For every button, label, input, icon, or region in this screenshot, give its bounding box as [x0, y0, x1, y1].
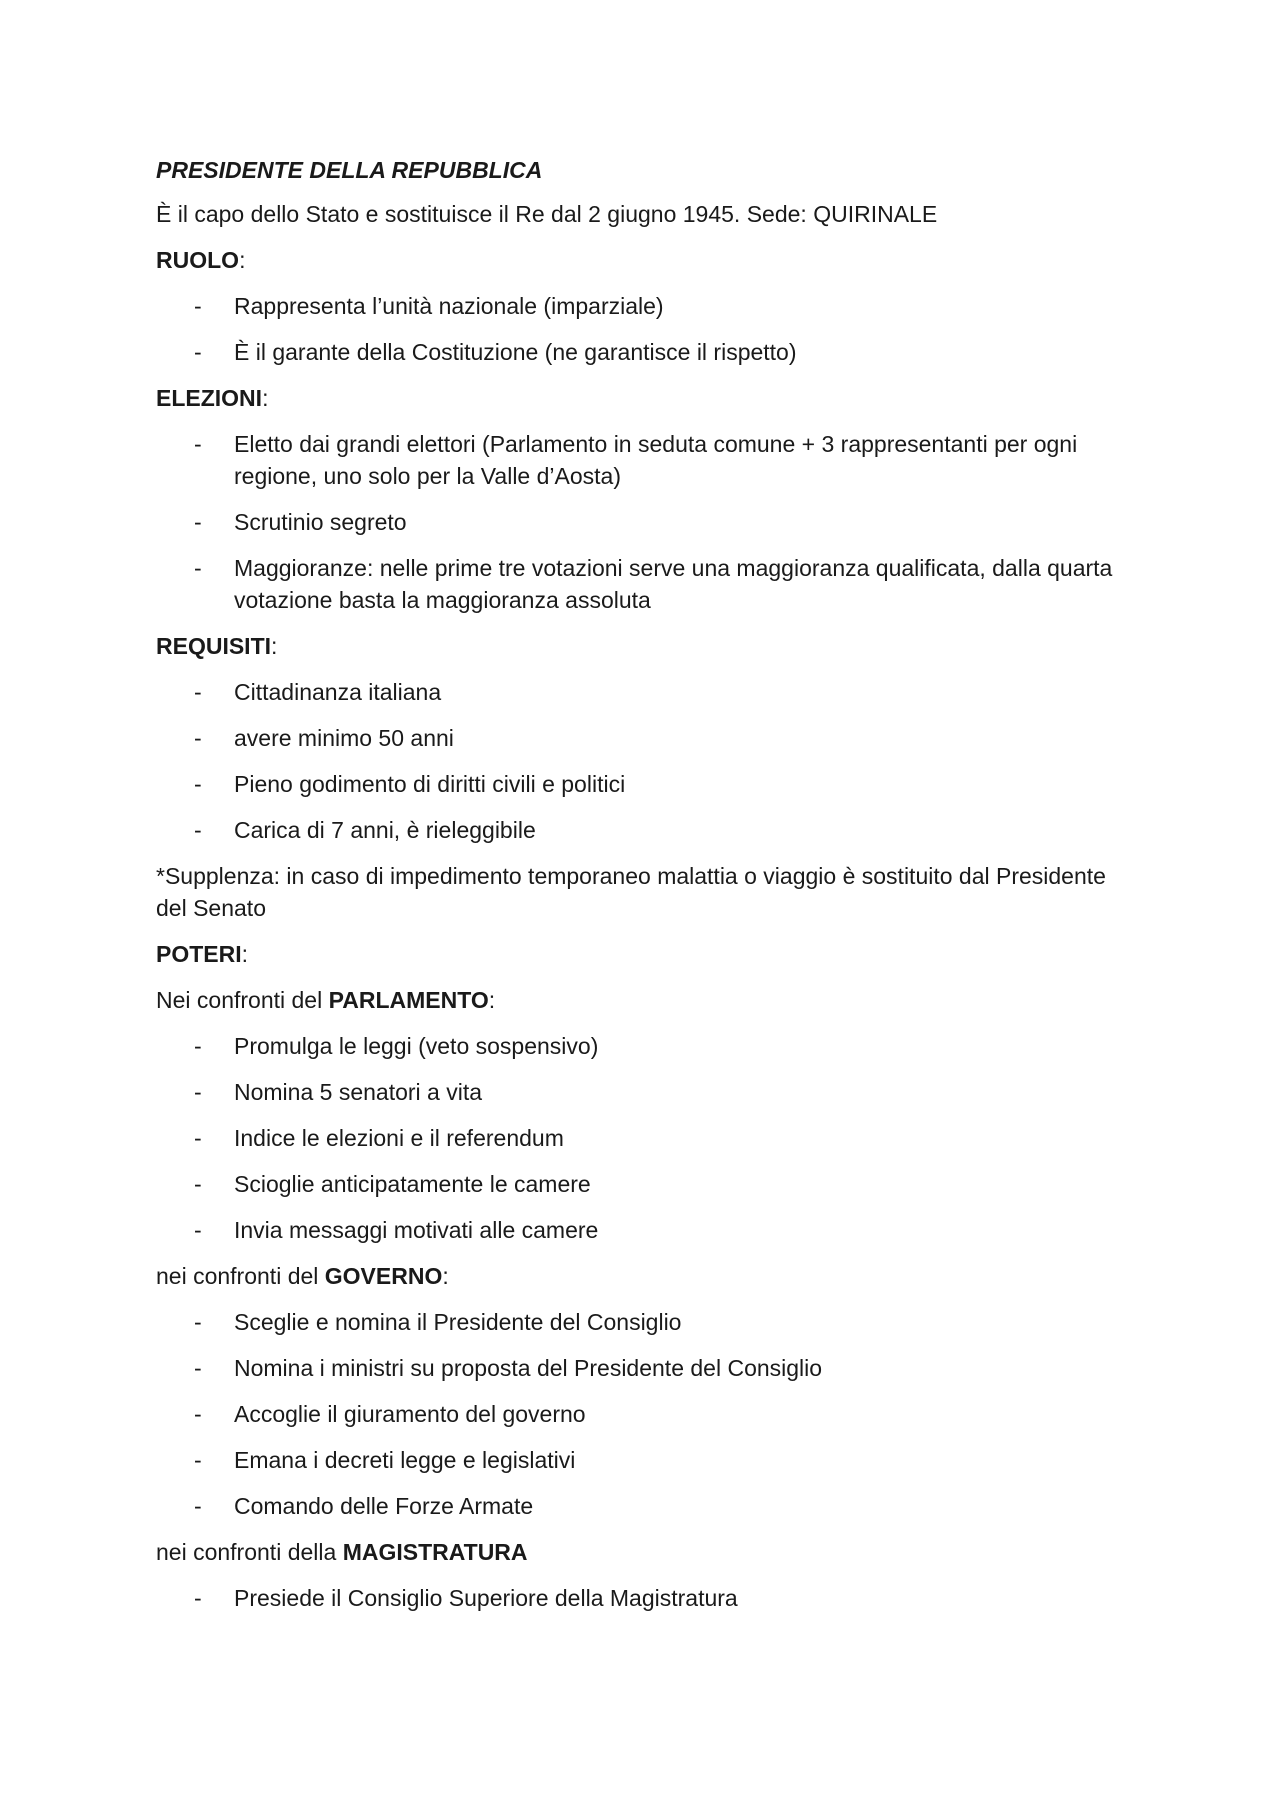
- list-item-text: avere minimo 50 anni: [234, 725, 454, 751]
- list-item-text: Promulga le leggi (veto sospensivo): [234, 1033, 599, 1059]
- dash-bullet: -: [194, 725, 202, 751]
- ruolo-heading: RUOLO:: [156, 247, 246, 273]
- list-item: [156, 768, 1136, 800]
- governo-subheading: [156, 1260, 1136, 1292]
- list-item-text: Scrutinio segreto: [234, 509, 407, 535]
- parlamento-list: [156, 1030, 1136, 1246]
- elezioni-heading: ELEZIONI:: [156, 385, 269, 411]
- list-item: [156, 676, 1136, 708]
- list-item-text: Pieno godimento di diritti civili e politici: [234, 771, 626, 797]
- parlamento-subheading: [156, 984, 1136, 1016]
- list-item: [156, 1168, 1136, 1200]
- dash-bullet: -: [194, 1217, 202, 1243]
- dash-bullet: -: [194, 1033, 202, 1059]
- list-item: [156, 722, 1136, 754]
- list-item: [156, 552, 1136, 616]
- requisiti-heading-label: REQUISITI: [156, 633, 272, 659]
- list-item-text: Accoglie il giuramento del governo: [234, 1401, 586, 1427]
- list-item: [156, 1582, 1136, 1614]
- elezioni-heading-label: ELEZIONI: [156, 385, 263, 411]
- dash-bullet: -: [194, 817, 202, 843]
- list-item: [156, 1444, 1136, 1476]
- list-item-text: Nomina i ministri su proposta del Presidente del Consiglio: [234, 1355, 823, 1381]
- elezioni-list: [156, 428, 1136, 616]
- governo-suffix: :: [442, 1263, 449, 1289]
- list-item: [156, 1214, 1136, 1246]
- list-item-text: Scioglie anticipatamente le camere: [234, 1171, 591, 1197]
- list-item: [156, 1398, 1136, 1430]
- list-item: [156, 336, 1136, 368]
- list-item-text: Comando delle Forze Armate: [234, 1493, 534, 1519]
- dash-bullet: -: [194, 1079, 202, 1105]
- dash-bullet: -: [194, 293, 202, 319]
- dash-bullet: -: [194, 1309, 202, 1335]
- list-item: [156, 1030, 1136, 1062]
- list-item-text: Rappresenta l’unità nazionale (imparziale): [234, 293, 664, 319]
- supplenza-note: *Supplenza: in caso di impedimento temporaneo malattia o viaggio è sostituito dal Presidente del Senato: [156, 863, 1106, 921]
- list-item-text: Invia messaggi motivati alle camere: [234, 1217, 599, 1243]
- dash-bullet: -: [194, 1493, 202, 1519]
- magistratura-list: [156, 1582, 1136, 1614]
- list-item-text: Sceglie e nomina il Presidente del Consiglio: [234, 1309, 682, 1335]
- governo-prefix: nei confronti del: [156, 1263, 325, 1289]
- dash-bullet: -: [194, 771, 202, 797]
- magistratura-label: MAGISTRATURA: [342, 1539, 528, 1565]
- dash-bullet: -: [194, 555, 202, 581]
- parlamento-prefix: Nei confronti del: [156, 987, 329, 1013]
- list-item-text: Emana i decreti legge e legislativi: [234, 1447, 576, 1473]
- list-item-text: Nomina 5 senatori a vita: [234, 1079, 483, 1105]
- list-item: [156, 506, 1136, 538]
- dash-bullet: -: [194, 1125, 202, 1151]
- list-item: [156, 290, 1136, 322]
- list-item-text: Indice le elezioni e il referendum: [234, 1125, 564, 1151]
- parlamento-label: PARLAMENTO: [328, 987, 489, 1013]
- document-content: [156, 156, 1136, 1628]
- dash-bullet: -: [194, 339, 202, 365]
- dash-bullet: -: [194, 1171, 202, 1197]
- list-item: [156, 814, 1136, 846]
- dash-bullet: -: [194, 509, 202, 535]
- dash-bullet: -: [194, 1355, 202, 1381]
- magistratura-prefix: nei confronti della: [156, 1539, 343, 1565]
- list-item: [156, 1122, 1136, 1154]
- list-item-text: Cittadinanza italiana: [234, 679, 442, 705]
- ruolo-heading-label: RUOLO: [156, 247, 240, 273]
- dash-bullet: -: [194, 679, 202, 705]
- requisiti-list: [156, 676, 1136, 846]
- list-item: [156, 1306, 1136, 1338]
- poteri-heading-label: POTERI: [156, 941, 242, 967]
- intro-paragraph: È il capo dello Stato e sostituisce il Re dal 2 giugno 1945. Sede: QUIRINALE: [156, 201, 938, 227]
- list-item-text: Maggioranze: nelle prime tre votazioni serve una maggioranza qualificata, dalla quarta votazione basta la maggioranza assoluta: [234, 555, 1113, 613]
- dash-bullet: -: [194, 1401, 202, 1427]
- requisiti-heading: REQUISITI:: [156, 633, 278, 659]
- dash-bullet: -: [194, 1585, 202, 1611]
- list-item: [156, 428, 1136, 492]
- governo-label: GOVERNO: [324, 1263, 443, 1289]
- magistratura-subheading: [156, 1536, 1136, 1568]
- list-item-text: È il garante della Costituzione (ne garantisce il rispetto): [234, 339, 797, 365]
- dash-bullet: -: [194, 1447, 202, 1473]
- governo-list: [156, 1306, 1136, 1522]
- list-item: [156, 1490, 1136, 1522]
- page-title: PRESIDENTE DELLA REPUBBLICA: [156, 157, 543, 183]
- list-item-text: Eletto dai grandi elettori (Parlamento in seduta comune + 3 rappresentanti per ogni regione, uno solo per la Valle d’Aosta): [234, 431, 1078, 489]
- list-item-text: Presiede il Consiglio Superiore della Magistratura: [234, 1585, 738, 1611]
- dash-bullet: -: [194, 431, 202, 457]
- poteri-heading: POTERI:: [156, 941, 249, 967]
- list-item: [156, 1352, 1136, 1384]
- list-item-text: Carica di 7 anni, è rieleggibile: [234, 817, 536, 843]
- ruolo-list: [156, 290, 1136, 368]
- parlamento-suffix: :: [488, 987, 496, 1013]
- list-item: [156, 1076, 1136, 1108]
